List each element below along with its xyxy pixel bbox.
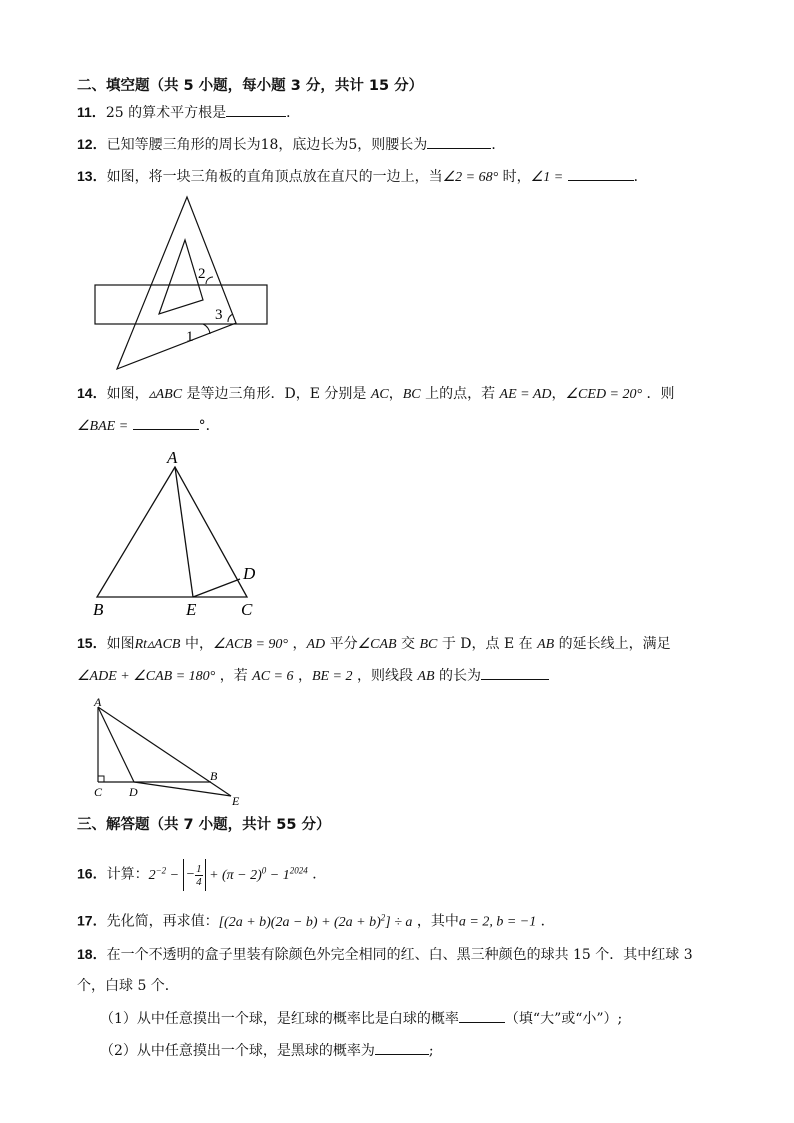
math-expression: BC: [402, 387, 421, 402]
punctuation: ．: [491, 137, 506, 153]
question-text: 上的点，若: [420, 386, 500, 402]
question-text: 的延长线上，满足: [554, 636, 671, 652]
question-13: [77, 166, 648, 188]
ruler: [95, 285, 267, 324]
answer-blank[interactable]: [375, 1040, 429, 1055]
punctuation: °．: [198, 418, 220, 434]
triangle-abc: [97, 467, 247, 597]
segment-de: [134, 782, 231, 796]
question-text: 已知等腰三角形的周长为18，底边长为5，则腰长为: [106, 137, 428, 153]
right-triangle-figure: [88, 693, 258, 808]
math-expression: ∠1 =: [530, 170, 564, 185]
answer-blank[interactable]: [133, 415, 199, 430]
label-d: D: [129, 785, 138, 799]
label-e: E: [186, 600, 197, 619]
question-text: 个，白球 5 个．: [77, 978, 179, 994]
question-18-part-1: [100, 1008, 622, 1029]
label-angle-3: 3: [215, 307, 223, 323]
question-14: [77, 383, 675, 405]
segment-ed: [193, 579, 240, 597]
math-expression: ∠CED = 20°: [565, 387, 643, 402]
question-text: 时，: [498, 169, 531, 185]
question-text: ，其中: [412, 913, 459, 930]
math-expression: AE = AD: [499, 387, 552, 402]
answer-blank[interactable]: [226, 102, 286, 117]
equilateral-triangle-figure: [85, 445, 275, 620]
fraction: $\frac{1}{4}$: [196, 862, 202, 888]
label-c: C: [241, 600, 253, 619]
label-e: E: [232, 794, 240, 808]
question-15: [77, 633, 671, 655]
absolute-value: − $\frac{1}{4}$: [183, 859, 206, 891]
question-text: （2）从中任意摸出一个球，是黑球的概率为: [100, 1043, 375, 1059]
angle-3-arc: [228, 314, 233, 322]
segment-ae: [175, 467, 193, 597]
question-text: 如图，将一块三角板的直角顶点放在直尺的一边上，当: [106, 169, 443, 185]
question-text: 如图，: [106, 386, 149, 402]
question-number: 12．: [77, 136, 107, 152]
triangle-outer: [117, 197, 236, 369]
math-expression: ∠ACB = 90°: [212, 637, 288, 652]
question-number: 14．: [77, 385, 107, 401]
question-text: 是等边三角形．D，E 分别是: [182, 386, 371, 402]
question-number: 16．: [77, 865, 107, 882]
punctuation: ．: [286, 105, 301, 121]
section-3-title: 三、解答题（共 7 小题，共计 55 分）: [77, 817, 331, 833]
question-15-continued: [77, 665, 549, 687]
math-expression: BE = 2: [311, 669, 353, 684]
question-text: ，: [288, 636, 307, 652]
math-expression: Rt▵ACB: [134, 637, 181, 652]
question-text: 在一个不透明的盒子里装有除颜色外完全相同的红、白、黑三种颜色的球共 15 个．其中红球 3: [106, 947, 693, 963]
math-expression: AC: [370, 387, 389, 402]
math-expression: AD: [306, 637, 326, 652]
ruler-triangle-figure: [85, 190, 285, 375]
math-expression: ∠ADE + ∠CAB = 180°: [77, 669, 216, 684]
math-expression: $[(2a + b)(2a - b) + (2a + b)^2] \div a$: [218, 912, 413, 930]
question-text: ，若: [215, 668, 253, 684]
label-a: A: [94, 695, 102, 709]
question-text: 25 的算术平方根是: [105, 105, 227, 121]
answer-blank[interactable]: [481, 665, 549, 680]
question-17: [77, 907, 555, 933]
math-expression: a = 2, b = −1: [458, 914, 537, 930]
question-11: [77, 102, 300, 123]
question-16: [77, 852, 326, 888]
question-text: ．则: [642, 386, 675, 402]
question-18: [77, 944, 693, 965]
section-2-title: 二、填空题（共 5 小题，每小题 3 分，共计 15 分）: [77, 78, 424, 94]
question-text: 交: [396, 636, 420, 652]
label-a: A: [167, 448, 178, 467]
right-angle-mark: [98, 776, 104, 782]
answer-blank[interactable]: [459, 1008, 505, 1023]
question-text: 如图: [106, 636, 135, 652]
question-text: 先化简，再求值：: [106, 913, 219, 930]
question-12: [77, 134, 505, 155]
math-expression: BC: [419, 637, 438, 652]
answer-blank[interactable]: [568, 166, 634, 181]
punctuation: ;: [428, 1043, 434, 1059]
question-text: 计算：: [106, 866, 149, 883]
math-expression: ∠2 = 68°: [442, 170, 499, 185]
question-text: （1）从中任意摸出一个球，是红球的概率比是白球的概率: [100, 1011, 459, 1027]
question-text: 于 D，点 E 在: [437, 636, 538, 652]
label-d: D: [243, 564, 256, 583]
question-14-continued: [77, 415, 220, 437]
punctuation: ．: [307, 866, 327, 883]
math-expression: ∠BAE =: [77, 419, 129, 434]
question-text: 平分: [325, 636, 358, 652]
question-text: ，: [293, 668, 312, 684]
math-expression: ▵ABC: [148, 387, 183, 402]
question-text: （填“大”或“小”）;: [504, 1011, 623, 1027]
question-number: 11．: [77, 104, 106, 120]
answer-blank[interactable]: [427, 134, 491, 149]
angle-2-arc: [206, 277, 213, 284]
label-c: C: [94, 785, 103, 799]
angle-1-arc: [203, 324, 210, 334]
math-expression: AC = 6: [252, 669, 294, 684]
question-number: 15．: [77, 635, 107, 651]
question-text: 的长为: [434, 668, 481, 684]
segment-ad: [98, 707, 134, 782]
punctuation: ．: [536, 913, 555, 930]
math-expression: AB: [417, 669, 435, 684]
question-text: ，: [551, 386, 566, 402]
question-text: 中，: [180, 636, 213, 652]
question-number: 18．: [77, 946, 107, 962]
punctuation: ．: [633, 169, 648, 185]
label-angle-2: 2: [198, 266, 206, 282]
label-b: B: [210, 769, 218, 783]
math-expression: $2^{-2}$ − − $\frac{1}{4}$ + $(\pi - 2)^0 - 1^{2024}$: [149, 868, 308, 883]
label-angle-1: 1: [186, 329, 194, 345]
label-b: B: [93, 600, 104, 619]
question-text: ，: [388, 386, 403, 402]
question-number: 17．: [77, 912, 107, 929]
math-expression: ∠CAB: [357, 637, 397, 652]
question-text: ，则线段: [352, 668, 418, 684]
math-expression: AB: [537, 637, 555, 652]
question-18-continued: [77, 976, 179, 996]
question-number: 13．: [77, 168, 107, 184]
question-18-part-2: [100, 1040, 434, 1061]
